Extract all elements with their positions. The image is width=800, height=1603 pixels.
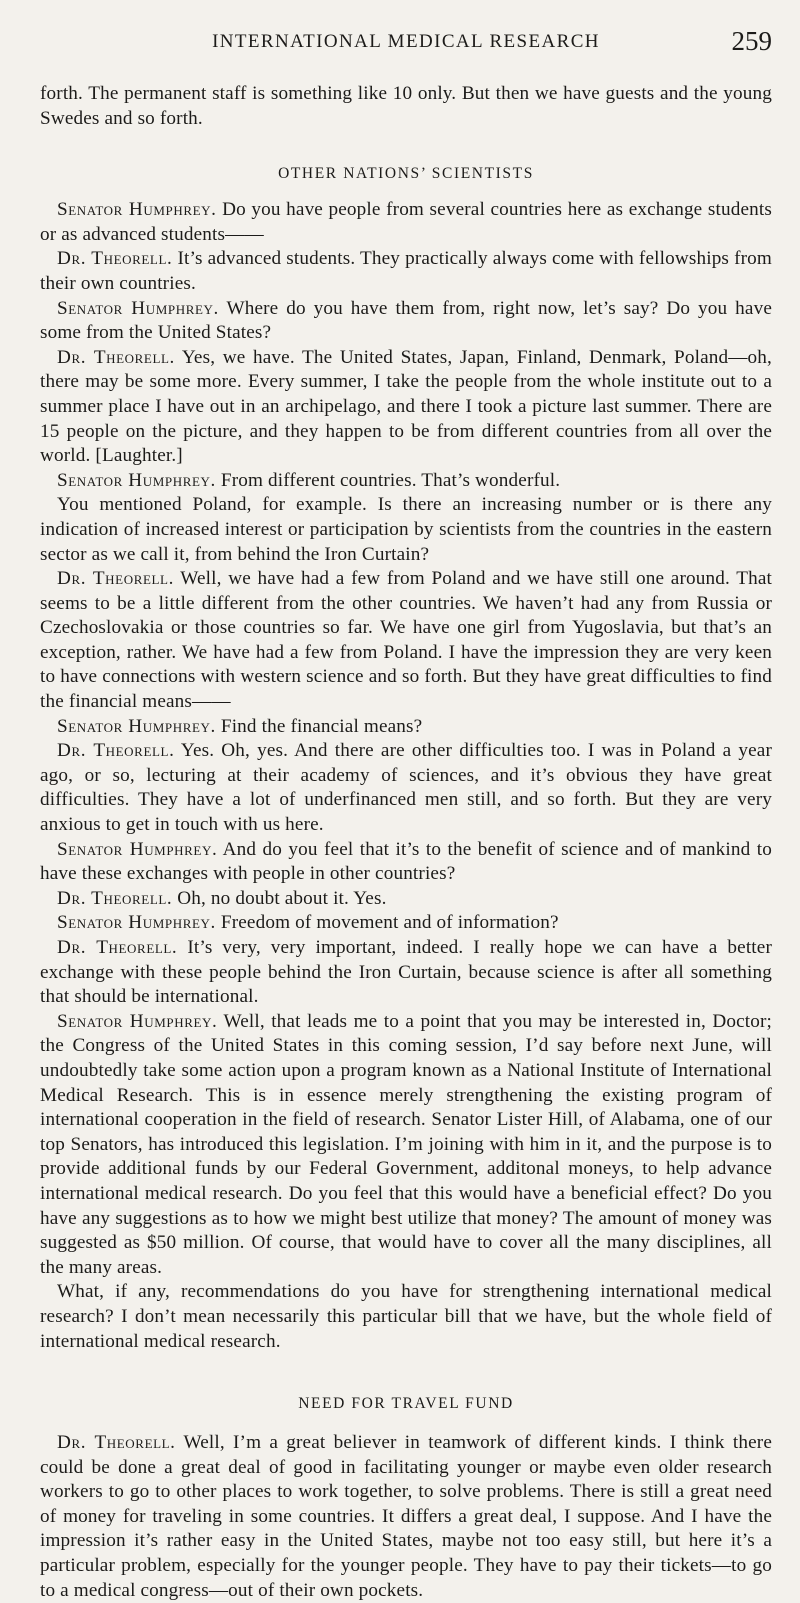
running-title: INTERNATIONAL MEDICAL RESEARCH — [212, 31, 600, 52]
paragraph-text: From different countries. That’s wonderful. — [215, 469, 561, 491]
paragraph-text: You mentioned Poland, for example. Is there an increasing number or is there any indication of increased interest or participation by scientists from the countries in the eastern sector as we call it, from behind the Iron Curtain? — [40, 494, 772, 565]
speaker-name: Dr. Theorell. — [57, 887, 173, 909]
dialogue-paragraph — [40, 346, 772, 469]
paragraph-text: Yes, we have. The United States, Japan, Finland, Denmark, Poland—oh, there may be some more. Every summer, I take the people from the whole institute out to a summer place I have out in an archipelago, and there I took a picture last summer. There are 15 people on the picture, and they happen to be from different countries from all over the world. [Laughter.] — [40, 346, 772, 467]
speaker-name: Senator Humphrey. — [57, 1010, 218, 1032]
dialogue-paragraph — [40, 198, 772, 247]
sections-container — [40, 164, 772, 1603]
section-heading: OTHER NATIONS’ SCIENTISTS — [278, 165, 534, 183]
paragraph-text: Yes. Oh, yes. And there are other difficulties too. I was in Poland a year ago, or so, lecturing at their academy of sciences, and it’s obvious they have great difficulties. They have a lot of underfinanced men still, and so forth. But they are very anxious to get in touch with us here. — [40, 740, 772, 836]
paragraph-text: Do you have people from several countries here as exchange students or as advanced students—— — [40, 199, 772, 245]
speaker-name: Dr. Theorell. — [57, 248, 173, 270]
dialogue-paragraph — [40, 1010, 772, 1281]
speaker-name: Dr. Theorell. — [57, 1432, 176, 1454]
dialogue-paragraph — [40, 297, 772, 346]
paragraph-text: Freedom of movement and of information? — [215, 912, 559, 934]
section-heading: NEED FOR TRAVEL FUND — [298, 1395, 514, 1413]
dialogue-paragraph — [40, 838, 772, 887]
paragraph-text: Well, that leads me to a point that you may be interested in, Doctor; the Congress of the United States in this coming session, I’d say before next June, will undoubtedly take some action upon a program known as a National Institute of International Medical Research. This is in essence merely strengthening the existing program of international cooperation in the field of research. Senator Lister Hill, of Alabama, one of our top Senators, has introduced this legislation. I’m joining with him in it, and the purpose is to provide additional funds by our Federal Government, additonal moneys, to help advance international medical research. Do you feel that this would have a beneficial effect? Do you have any suggestions as to how we might best utilize that money? The amount of money was suggested as $50 million. Of course, that would have to cover all the many disciplines, all the many areas. — [40, 1010, 772, 1278]
speaker-name: Senator Humphrey. — [57, 297, 219, 319]
dialogue-paragraph — [40, 887, 772, 912]
speaker-name: Senator Humphrey. — [57, 199, 217, 221]
dialogue-paragraph — [40, 493, 772, 567]
speaker-name: Dr. Theorell. — [57, 568, 174, 590]
dialogue-paragraph — [40, 715, 772, 740]
paragraph-text: It’s advanced students. They practically always come with fellowships from their own countries. — [40, 248, 772, 294]
dialogue-paragraph — [40, 1431, 772, 1603]
paragraph-text: Where do you have them from, right now, let’s say? Do you have some from the United States? — [40, 297, 772, 344]
paragraph-text: And do you feel that it’s to the benefit of science and of mankind to have these exchanges with people in other countries? — [40, 838, 772, 885]
speaker-name: Senator Humphrey. — [57, 469, 216, 491]
dialogue-paragraph — [40, 911, 772, 936]
dialogue-paragraph — [40, 567, 772, 715]
page-body — [40, 82, 772, 1603]
paragraph-text: Find the financial means? — [215, 715, 423, 737]
opening-paragraph: forth. The permanent staff is something like 10 only. But then we have guests and the young Swedes and so forth. — [40, 83, 772, 129]
speaker-name: Dr. Theorell. — [57, 740, 175, 762]
dialogue-paragraph — [40, 247, 772, 296]
dialogue-paragraph — [40, 469, 772, 494]
running-head — [40, 26, 772, 56]
page-number: 259 — [731, 26, 772, 56]
speaker-name: Senator Humphrey. — [57, 838, 218, 860]
paragraph-text: What, if any, recommendations do you have for strengthening international medical research? I don’t mean necessarily this particular bill that we have, but the whole field of international medical research. — [40, 1281, 772, 1352]
dialogue-paragraph — [40, 1280, 772, 1354]
paragraph-text: Well, I’m a great believer in teamwork of different kinds. I think there could be done a great deal of good in facilitating younger or maybe even older research workers to go to other places to work together, to solve problems. There is still a great need of money for traveling in some countries. It differs a great deal, I suppose. And I have the impression it’s rather easy in the United States, maybe not too easy still, but here it’s a particular problem, especially for the younger people. They have to pay their tickets—to go to a medical congress—out of their own pockets. — [40, 1432, 772, 1601]
paragraph-text: It’s very, very important, indeed. I really hope we can have a better exchange with these people behind the Iron Curtain, because science is after all something that should be international. — [40, 937, 772, 1008]
speaker-name: Dr. Theorell. — [57, 937, 178, 958]
paragraph-text: Oh, no doubt about it. Yes. — [172, 887, 387, 909]
paragraph-text: Well, we have had a few from Poland and we have still one around. That seems to be a little different from the other countries. We haven’t had any from Russia or Czechoslovakia or those countries so far. We have one girl from Yugoslavia, but that’s an exception, rather. We have had a few from Poland. I have the impression they are very keen to have connections with western science and so forth. But they have great difficulties to find the financial means—— — [40, 568, 772, 713]
dialogue-paragraph — [40, 739, 772, 837]
speaker-name: Senator Humphrey. — [57, 715, 216, 737]
speaker-name: Senator Humphrey. — [57, 912, 216, 934]
speaker-name: Dr. Theorell. — [57, 346, 175, 368]
dialogue-paragraph — [40, 936, 772, 1010]
